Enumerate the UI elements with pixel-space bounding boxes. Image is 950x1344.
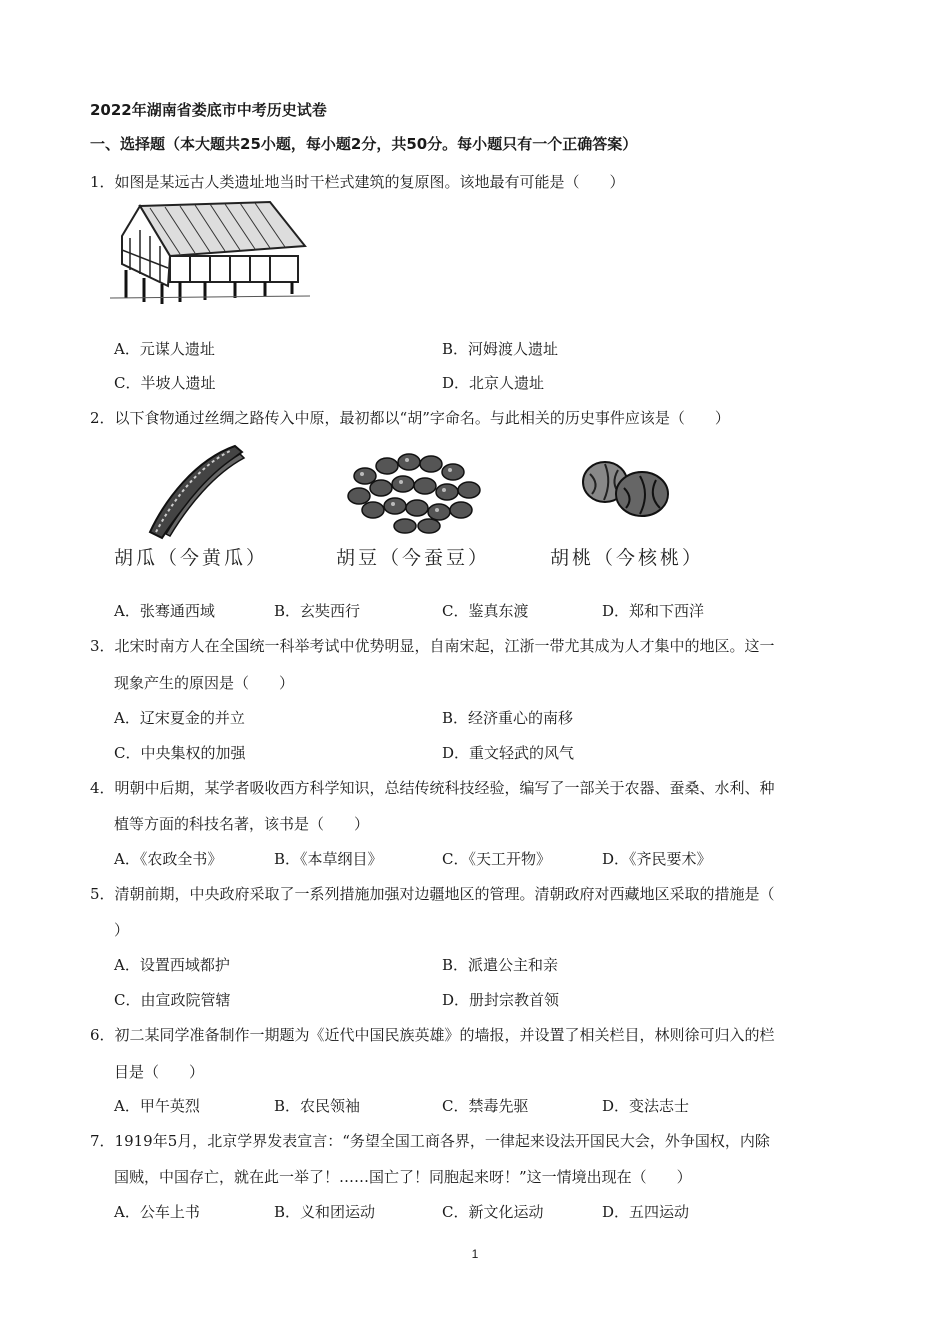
question-4-stem-line-2: 植等方面的科技名著，该书是（ ） xyxy=(114,815,370,833)
q7-option-c: C．新文化运动 xyxy=(442,1203,544,1221)
question-3-stem-line-2: 现象产生的原因是（ ） xyxy=(114,674,295,692)
q4-option-b: B．《本草纲目》 xyxy=(274,850,383,868)
question-1-stem: 1．如图是某远古人类遗址地当时干栏式建筑的复原图。该地最有可能是（ ） xyxy=(90,173,625,191)
q5-option-a: A．设置西域都护 xyxy=(114,956,230,974)
q3-option-c: C．中央集权的加强 xyxy=(114,744,246,762)
q3-option-b: B．经济重心的南移 xyxy=(442,709,574,727)
q2-option-a: A．张骞通西域 xyxy=(114,602,215,620)
q5-option-d: D．册封宗教首领 xyxy=(442,991,560,1009)
figure-caption-walnut: 胡桃（今核桃） xyxy=(550,547,705,569)
broad-beans-illustration xyxy=(345,446,485,536)
q4-option-c: C．《天工开物》 xyxy=(442,850,551,868)
q2-option-d: D．郑和下西洋 xyxy=(602,602,705,620)
page-number: 1 xyxy=(471,1247,479,1261)
q5-option-b: B．派遣公主和亲 xyxy=(442,956,559,974)
q1-option-b: B．河姆渡人遗址 xyxy=(442,340,559,358)
page-title: 2022年湖南省娄底市中考历史试卷 xyxy=(90,101,327,119)
cucumber-illustration xyxy=(140,440,250,540)
q3-option-d: D．重文轻武的风气 xyxy=(442,744,575,762)
question-2-stem: 2．以下食物通过丝绸之路传入中原，最初都以“胡”字命名。与此相关的历史事件应该是（ ） xyxy=(90,409,730,427)
q1-option-a: A．元谋人遗址 xyxy=(114,340,215,358)
q4-option-d: D．《齐民要术》 xyxy=(602,850,712,868)
section-heading: 一、选择题（本大题共25小题，每小题2分，共50分。每小题只有一个正确答案） xyxy=(90,135,638,153)
q6-option-d: D．变法志士 xyxy=(602,1097,690,1115)
question-6-stem-line-1: 6．初二某同学准备制作一期题为《近代中国民族英雄》的墙报，并设置了相关栏目，林则徐可归入的栏 xyxy=(90,1026,775,1044)
question-7-stem-line-1: 7．1919年5月，北京学界发表宣言：“务望全国工商各界，一律起来设法开国民大会，外争国权，内除 xyxy=(90,1132,770,1150)
q7-option-a: A．公车上书 xyxy=(114,1203,200,1221)
figure-caption-broad-bean: 胡豆（今蚕豆） xyxy=(336,547,491,569)
question-3-stem-line-1: 3．北宋时南方人在全国统一科举考试中优势明显，自南宋起，江浙一带尤其成为人才集中的地区。这一 xyxy=(90,637,775,655)
q1-option-d: D．北京人遗址 xyxy=(442,374,545,392)
question-5-stem-line-1: 5．清朝前期，中央政府采取了一系列措施加强对边疆地区的管理。清朝政府对西藏地区采取的措施是（ xyxy=(90,885,775,903)
question-7-stem-line-2: 国贼，中国存亡，就在此一举了！……国亡了！同胞起来呀！”这一情境出现在（ ） xyxy=(114,1168,692,1186)
q2-option-b: B．玄奘西行 xyxy=(274,602,361,620)
question-6-stem-line-2: 目是（ ） xyxy=(114,1063,205,1081)
walnuts-illustration xyxy=(580,454,675,524)
figure-caption-cucumber: 胡瓜（今黄瓜） xyxy=(114,547,269,569)
q1-option-c: C．半坡人遗址 xyxy=(114,374,216,392)
q7-option-d: D．五四运动 xyxy=(602,1203,690,1221)
stilt-house-illustration xyxy=(110,198,310,308)
q3-option-a: A．辽宋夏金的并立 xyxy=(114,709,245,727)
q6-option-c: C．禁毒先驱 xyxy=(442,1097,529,1115)
question-5-stem-line-2: ） xyxy=(114,921,130,939)
q2-option-c: C．鉴真东渡 xyxy=(442,602,529,620)
q7-option-b: B．义和团运动 xyxy=(274,1203,376,1221)
q6-option-b: B．农民领袖 xyxy=(274,1097,361,1115)
q4-option-a: A．《农政全书》 xyxy=(114,850,223,868)
question-4-stem-line-1: 4．明朝中后期，某学者吸收西方科学知识，总结传统科技经验，编写了一部关于农器、蚕桑、水利、种 xyxy=(90,779,775,797)
q6-option-a: A．甲午英烈 xyxy=(114,1097,200,1115)
q5-option-c: C．由宣政院管辖 xyxy=(114,991,231,1009)
